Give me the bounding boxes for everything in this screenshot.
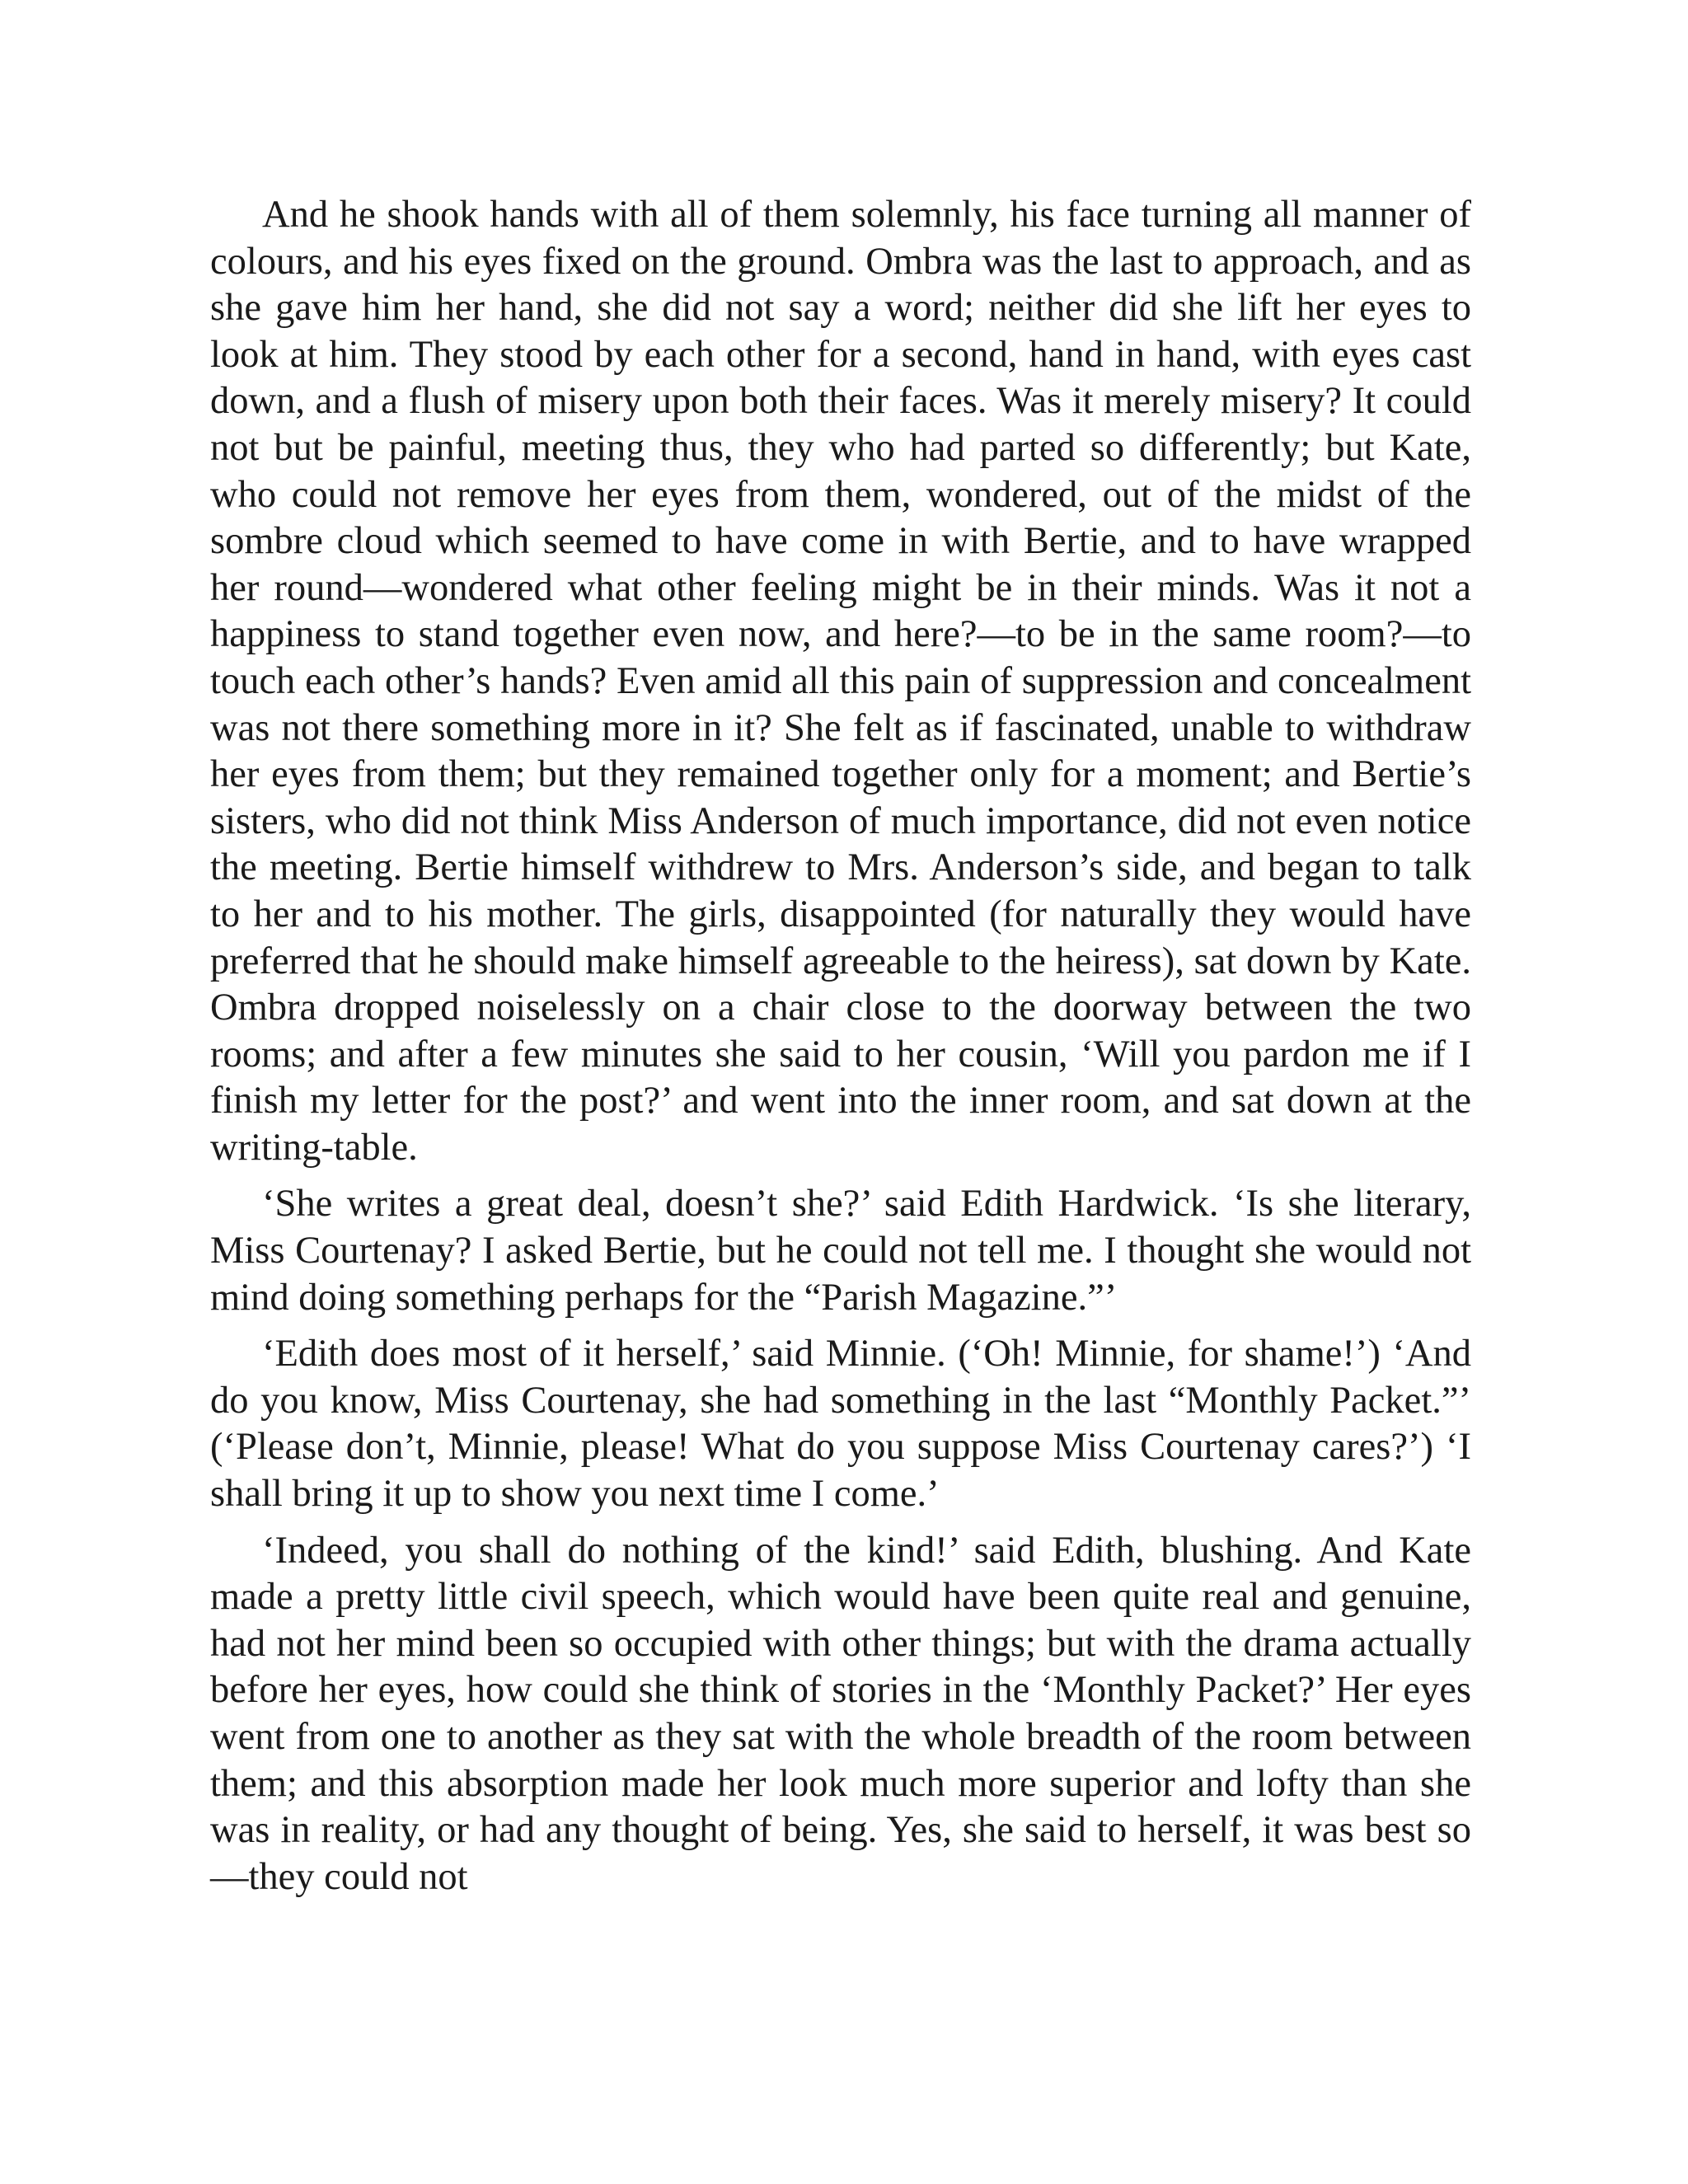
paragraph: ‘She writes a great deal, doesn’t she?’ said Edith Hardwick. ‘Is she literary, Miss Courtenay? I asked Bertie, but he could not tell me. I thought she would not mind doing something perhaps for the “Parish Magazine.”’	[210, 1183, 1471, 1319]
book-page-text	[210, 192, 1471, 1900]
paragraph: And he shook hands with all of them solemnly, his face turning all manner of colours, and his eyes fixed on the ground. Ombra was the last to approach, and as she gave him her hand, she did not say a word; neither did she lift her eyes to look at him. They stood by each other for a second, hand in hand, with eyes cast down, and a flush of misery upon both their faces. Was it merely misery? It could not but be painful, meeting thus, they who had parted so differently; but Kate, who could not remove her eyes from them, wondered, out of the midst of the sombre cloud which seemed to have come in with Bertie, and to have wrapped her round—wondered what other feeling might be in their minds. Was it not a happiness to stand together even now, and here?—to be in the same room?—to touch each other’s hands? Even amid all this pain of suppression and concealment was not there something more in it? She felt as if fascinated, unable to withdraw her eyes from them; but they remained together only for a moment; and Bertie’s sisters, who did not think Miss Anderson of much importance, did not even notice the meeting. Bertie himself withdrew to Mrs. Anderson’s side, and began to talk to her and to his mother. The girls, disappointed (for naturally they would have preferred that he should make himself agreeable to the heiress), sat down by Kate. Ombra dropped noiselessly on a chair close to the doorway between the two rooms; and after a few minutes she said to her cousin, ‘Will you pardon me if I finish my letter for the post?’ and went into the inner room, and sat down at the writing-table.	[210, 194, 1471, 1169]
paragraph: ‘Indeed, you shall do nothing of the kind!’ said Edith, blushing. And Kate made a pretty little civil speech, which would have been quite real and genuine, had not her mind been so occupied with other things; but with the drama actually before her eyes, how could she think of stories in the ‘Monthly Packet?’ Her eyes went from one to another as they sat with the whole breadth of the room between them; and this absorption made her look much more superior and lofty than she was in reality, or had any thought of being. Yes, she said to herself, it was best so—they could not	[210, 1529, 1471, 1898]
paragraph: ‘Edith does most of it herself,’ said Minnie. (‘Oh! Minnie, for shame!’) ‘And do you know, Miss Courtenay, she had something in the last “Monthly Packet.”’ (‘Please don’t, Minnie, please! What do you suppose Miss Courtenay cares?’) ‘I shall bring it up to show you next time I come.’	[210, 1333, 1471, 1516]
